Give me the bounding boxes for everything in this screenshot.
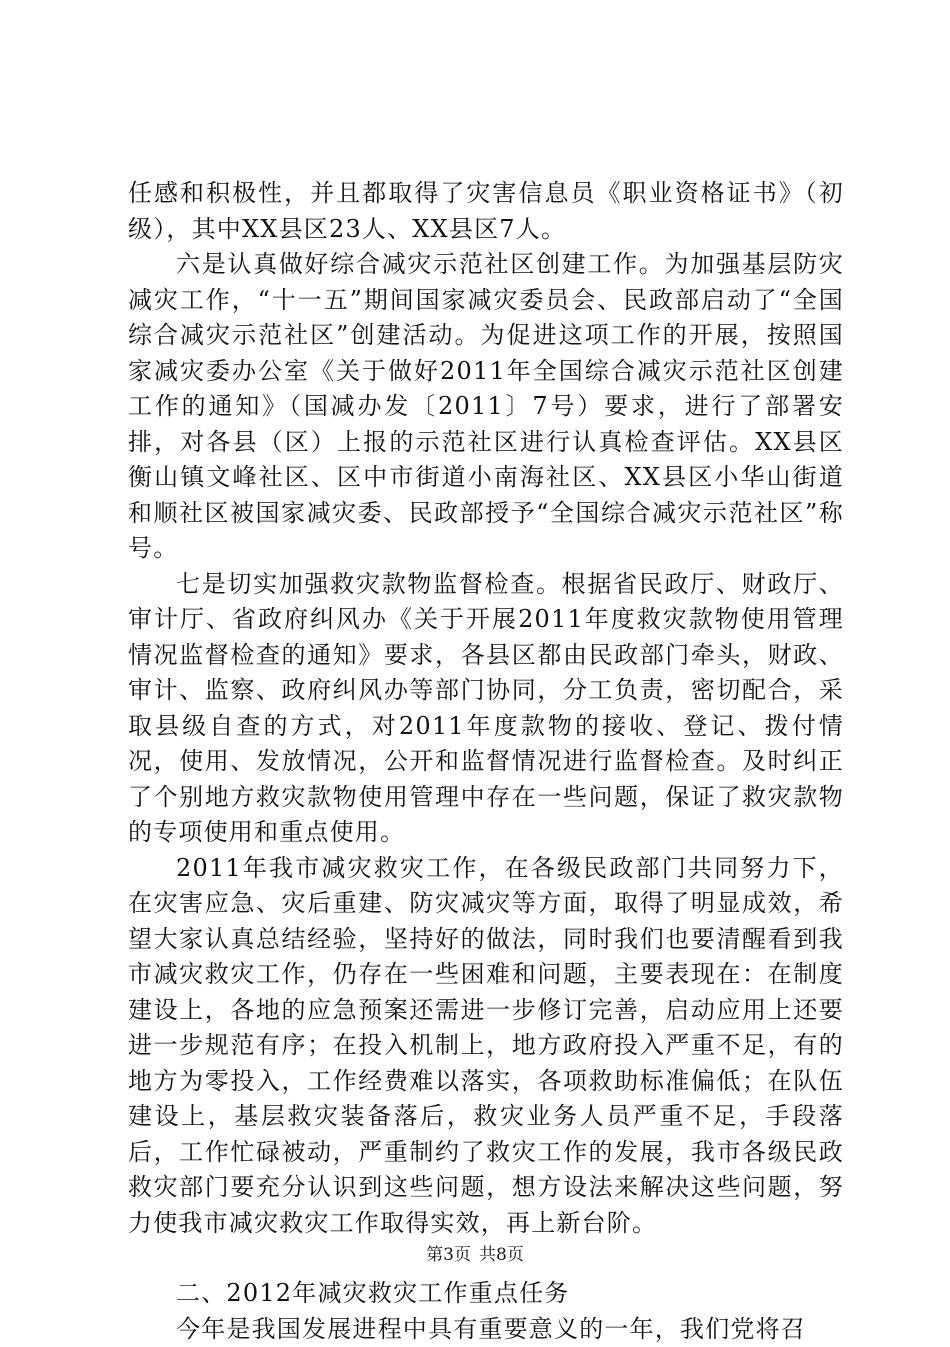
paragraph-continuation: 任感和积极性，并且都取得了灾害信息员《职业资格证书》（初级），其中XX县区23人、XX县区7人。	[128, 176, 844, 247]
page-total: 共8页	[479, 1245, 524, 1265]
page-number: 第3页	[426, 1245, 471, 1265]
paragraph-intro: 今年是我国发展进程中具有重要意义的一年，我们党将召	[128, 1312, 844, 1347]
paragraph-item-seven: 七是切实加强救灾款物监督检查。根据省民政厅、财政厅、审计厅、省政府纠风办《关于开展2011年度救灾款物使用管理情况监督检查的通知》要求，各县区都由民政部门牵头，财政、审计、监察、政府纠风办等部门协同，分工负责，密切配合，采取县级自查的方式，对2011年度款物的接收、登记、拨付情况，使用、发放情况，公开和监督情况进行监督检查。及时纠正了个别地方救灾款物使用管理中存在一些问题，保证了救灾款物的专项使用和重点使用。	[128, 567, 844, 851]
document-body	[128, 176, 844, 1347]
paragraph-summary: 2011年我市减灾救灾工作，在各级民政部门共同努力下，在灾害应急、灾后重建、防灾减灾等方面，取得了明显成效，希望大家认真总结经验，坚持好的做法，同时我们也要清醒看到我市减灾救灾工作，仍存在一些困难和问题，主要表现在：在制度建设上，各地的应急预案还需进一步修订完善，启动应用上还要进一步规范有序；在投入机制上，地方政府投入严重不足，有的地方为零投入，工作经费难以落实，各项救助标准偏低；在队伍建设上，基层救灾装备落后，救灾业务人员严重不足，手段落后，工作忙碌被动，严重制约了救灾工作的发展，我市各级民政救灾部门要充分认识到这些问题，想方设法来解决这些问题，努力使我市减灾救灾工作取得实效，再上新台阶。	[128, 851, 844, 1242]
page-footer	[0, 1243, 950, 1267]
paragraph-item-six: 六是认真做好综合减灾示范社区创建工作。为加强基层防灾减灾工作，“十一五”期间国家减灾委员会、民政部启动了“全国综合减灾示范社区”创建活动。为促进这项工作的开展，按照国家减灾委办公室《关于做好2011年全国综合减灾示范社区创建工作的通知》（国减办发〔2011〕7号）要求，进行了部署安排，对各县（区）上报的示范社区进行认真检查评估。XX县区衡山镇文峰社区、区中市街道小南海社区、XX县区小华山街道和顺社区被国家减灾委、民政部授予“全国综合减灾示范社区”称号。	[128, 247, 844, 567]
section-heading: 二、2012年减灾救灾工作重点任务	[128, 1276, 844, 1312]
